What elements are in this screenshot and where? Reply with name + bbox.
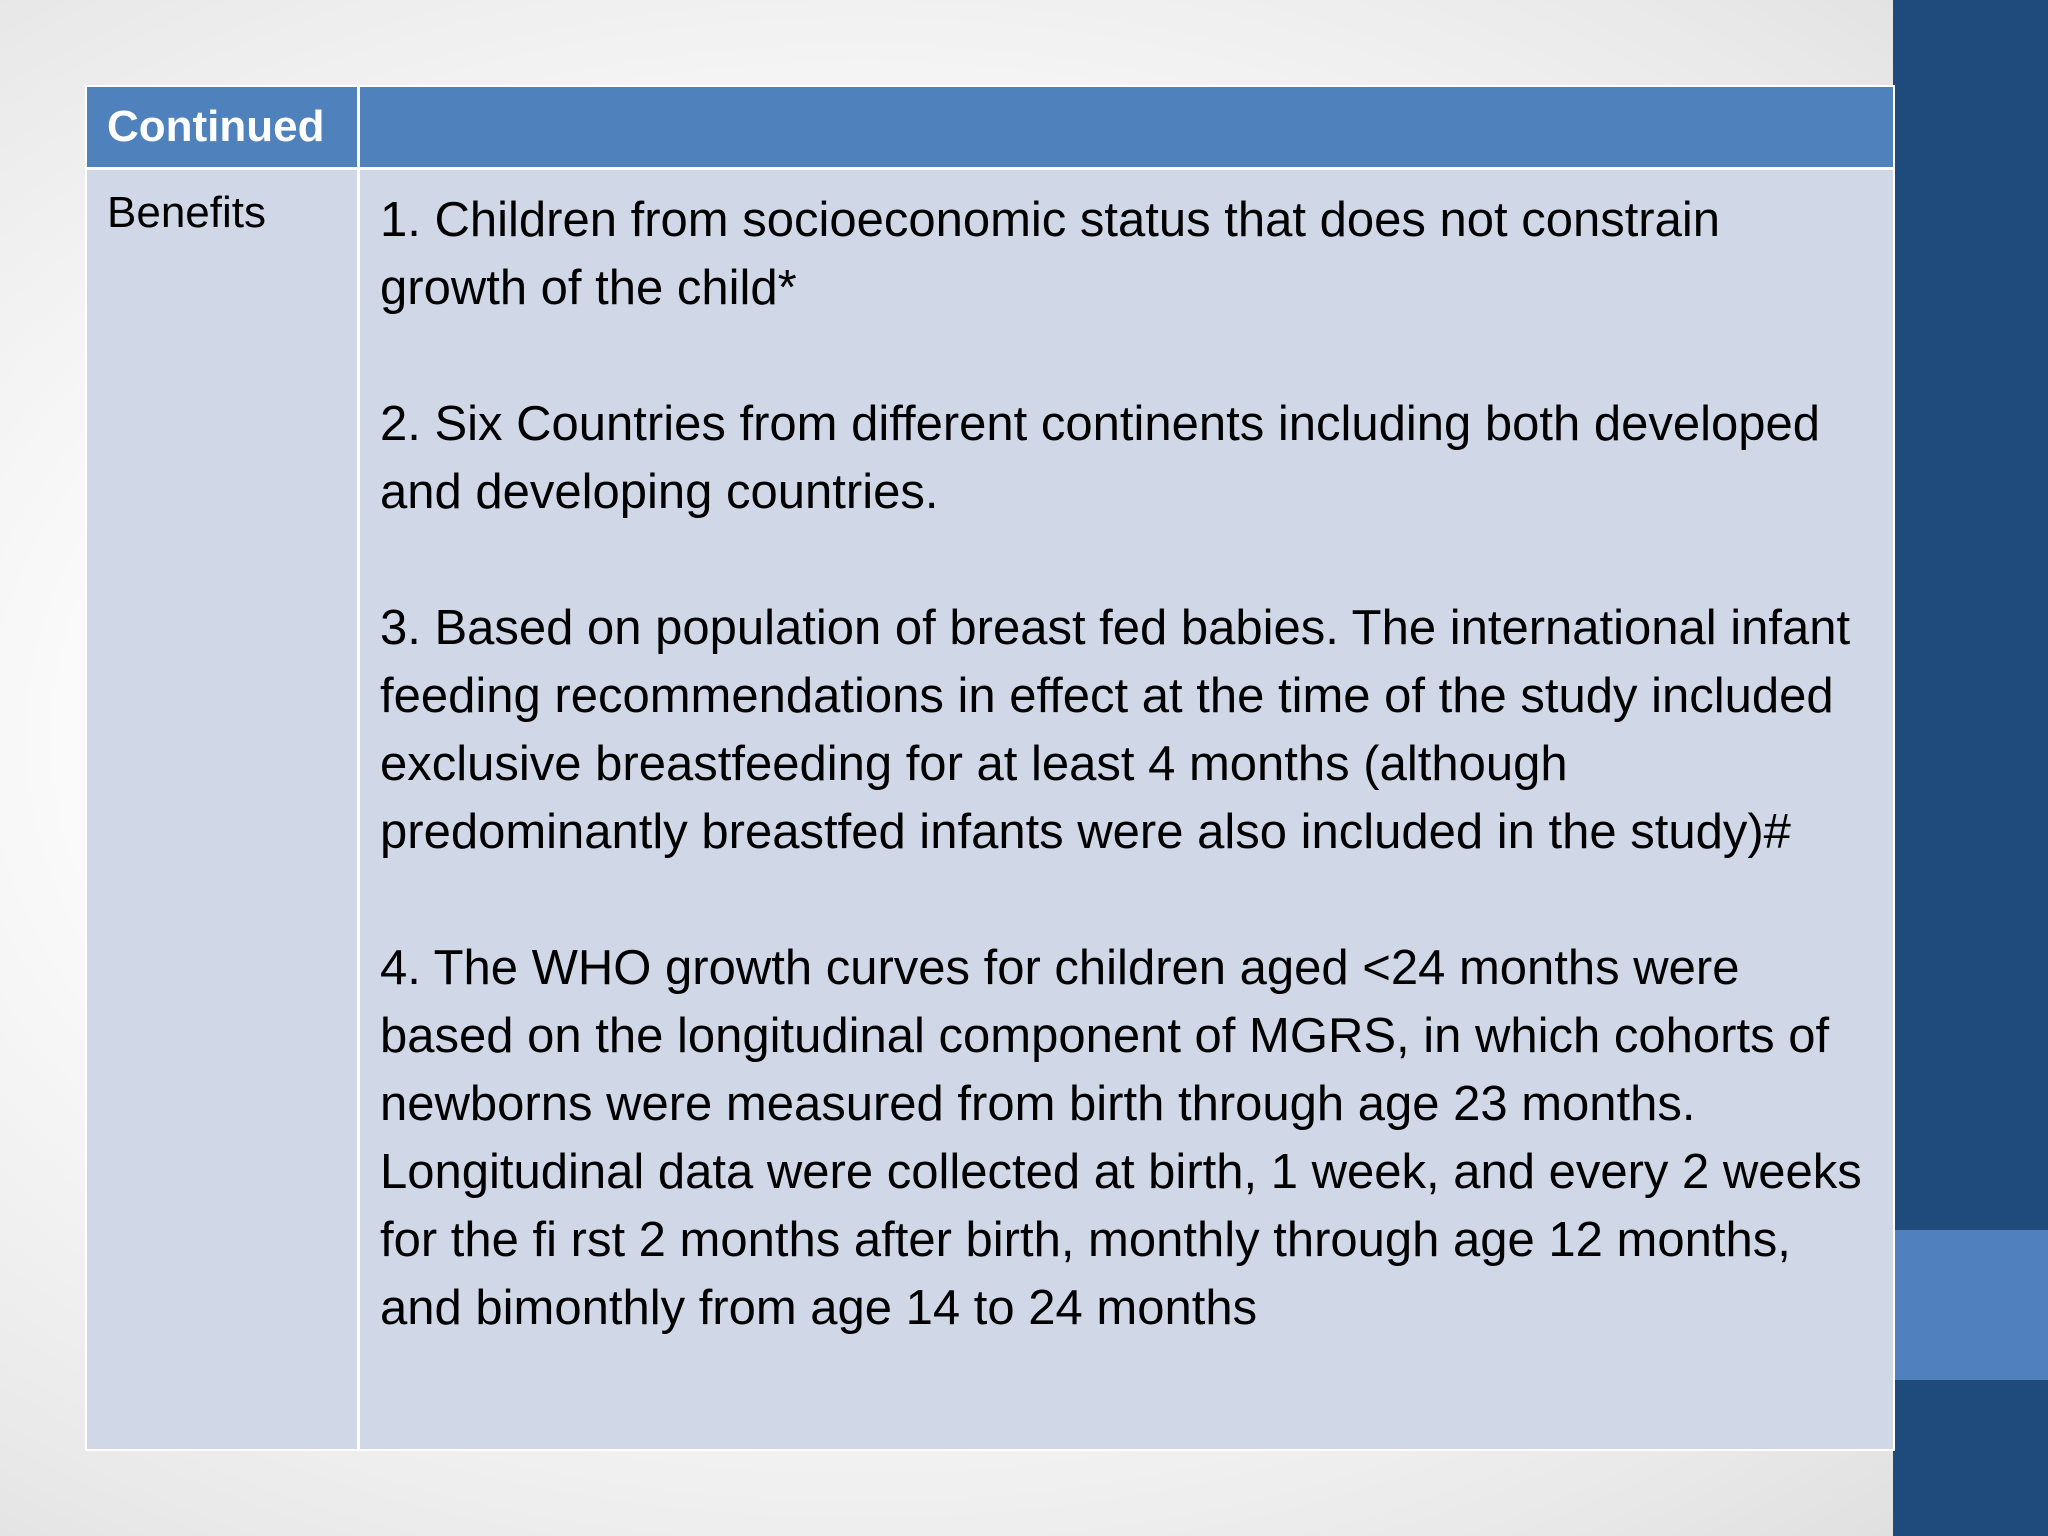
row-label-benefits: Benefits (87, 170, 357, 1449)
benefit-item-4: 4. The WHO growth curves for children aged <24 months were based on the longitudinal component of MGRS, in which cohorts of newborns were measured from birth through age 23 months. Longitudinal data were collected at birth, 1 week, and every 2 weeks for the fi rst 2 months after birth, monthly through age 12 months, and bimonthly from age 14 to 24 months (380, 941, 1862, 1335)
benefits-table (85, 85, 1895, 1451)
benefit-item-2: 2. Six Countries from different continents including both developed and developing countries. (380, 397, 1821, 519)
table-header-continued: Continued (87, 87, 357, 167)
benefits-content (360, 170, 1893, 1449)
table-header-empty (360, 87, 1893, 167)
benefit-item-3: 3. Based on population of breast fed babies. The international infant feeding recommendations in effect at the time of the study included exclusive breastfeeding for at least 4 months (although predominantly breastfed infants were also included in the study)# (380, 601, 1851, 859)
benefit-item-1: 1. Children from socioeconomic status that does not constrain growth of the child* (380, 193, 1721, 315)
right-decor-accent (1893, 1230, 2048, 1380)
